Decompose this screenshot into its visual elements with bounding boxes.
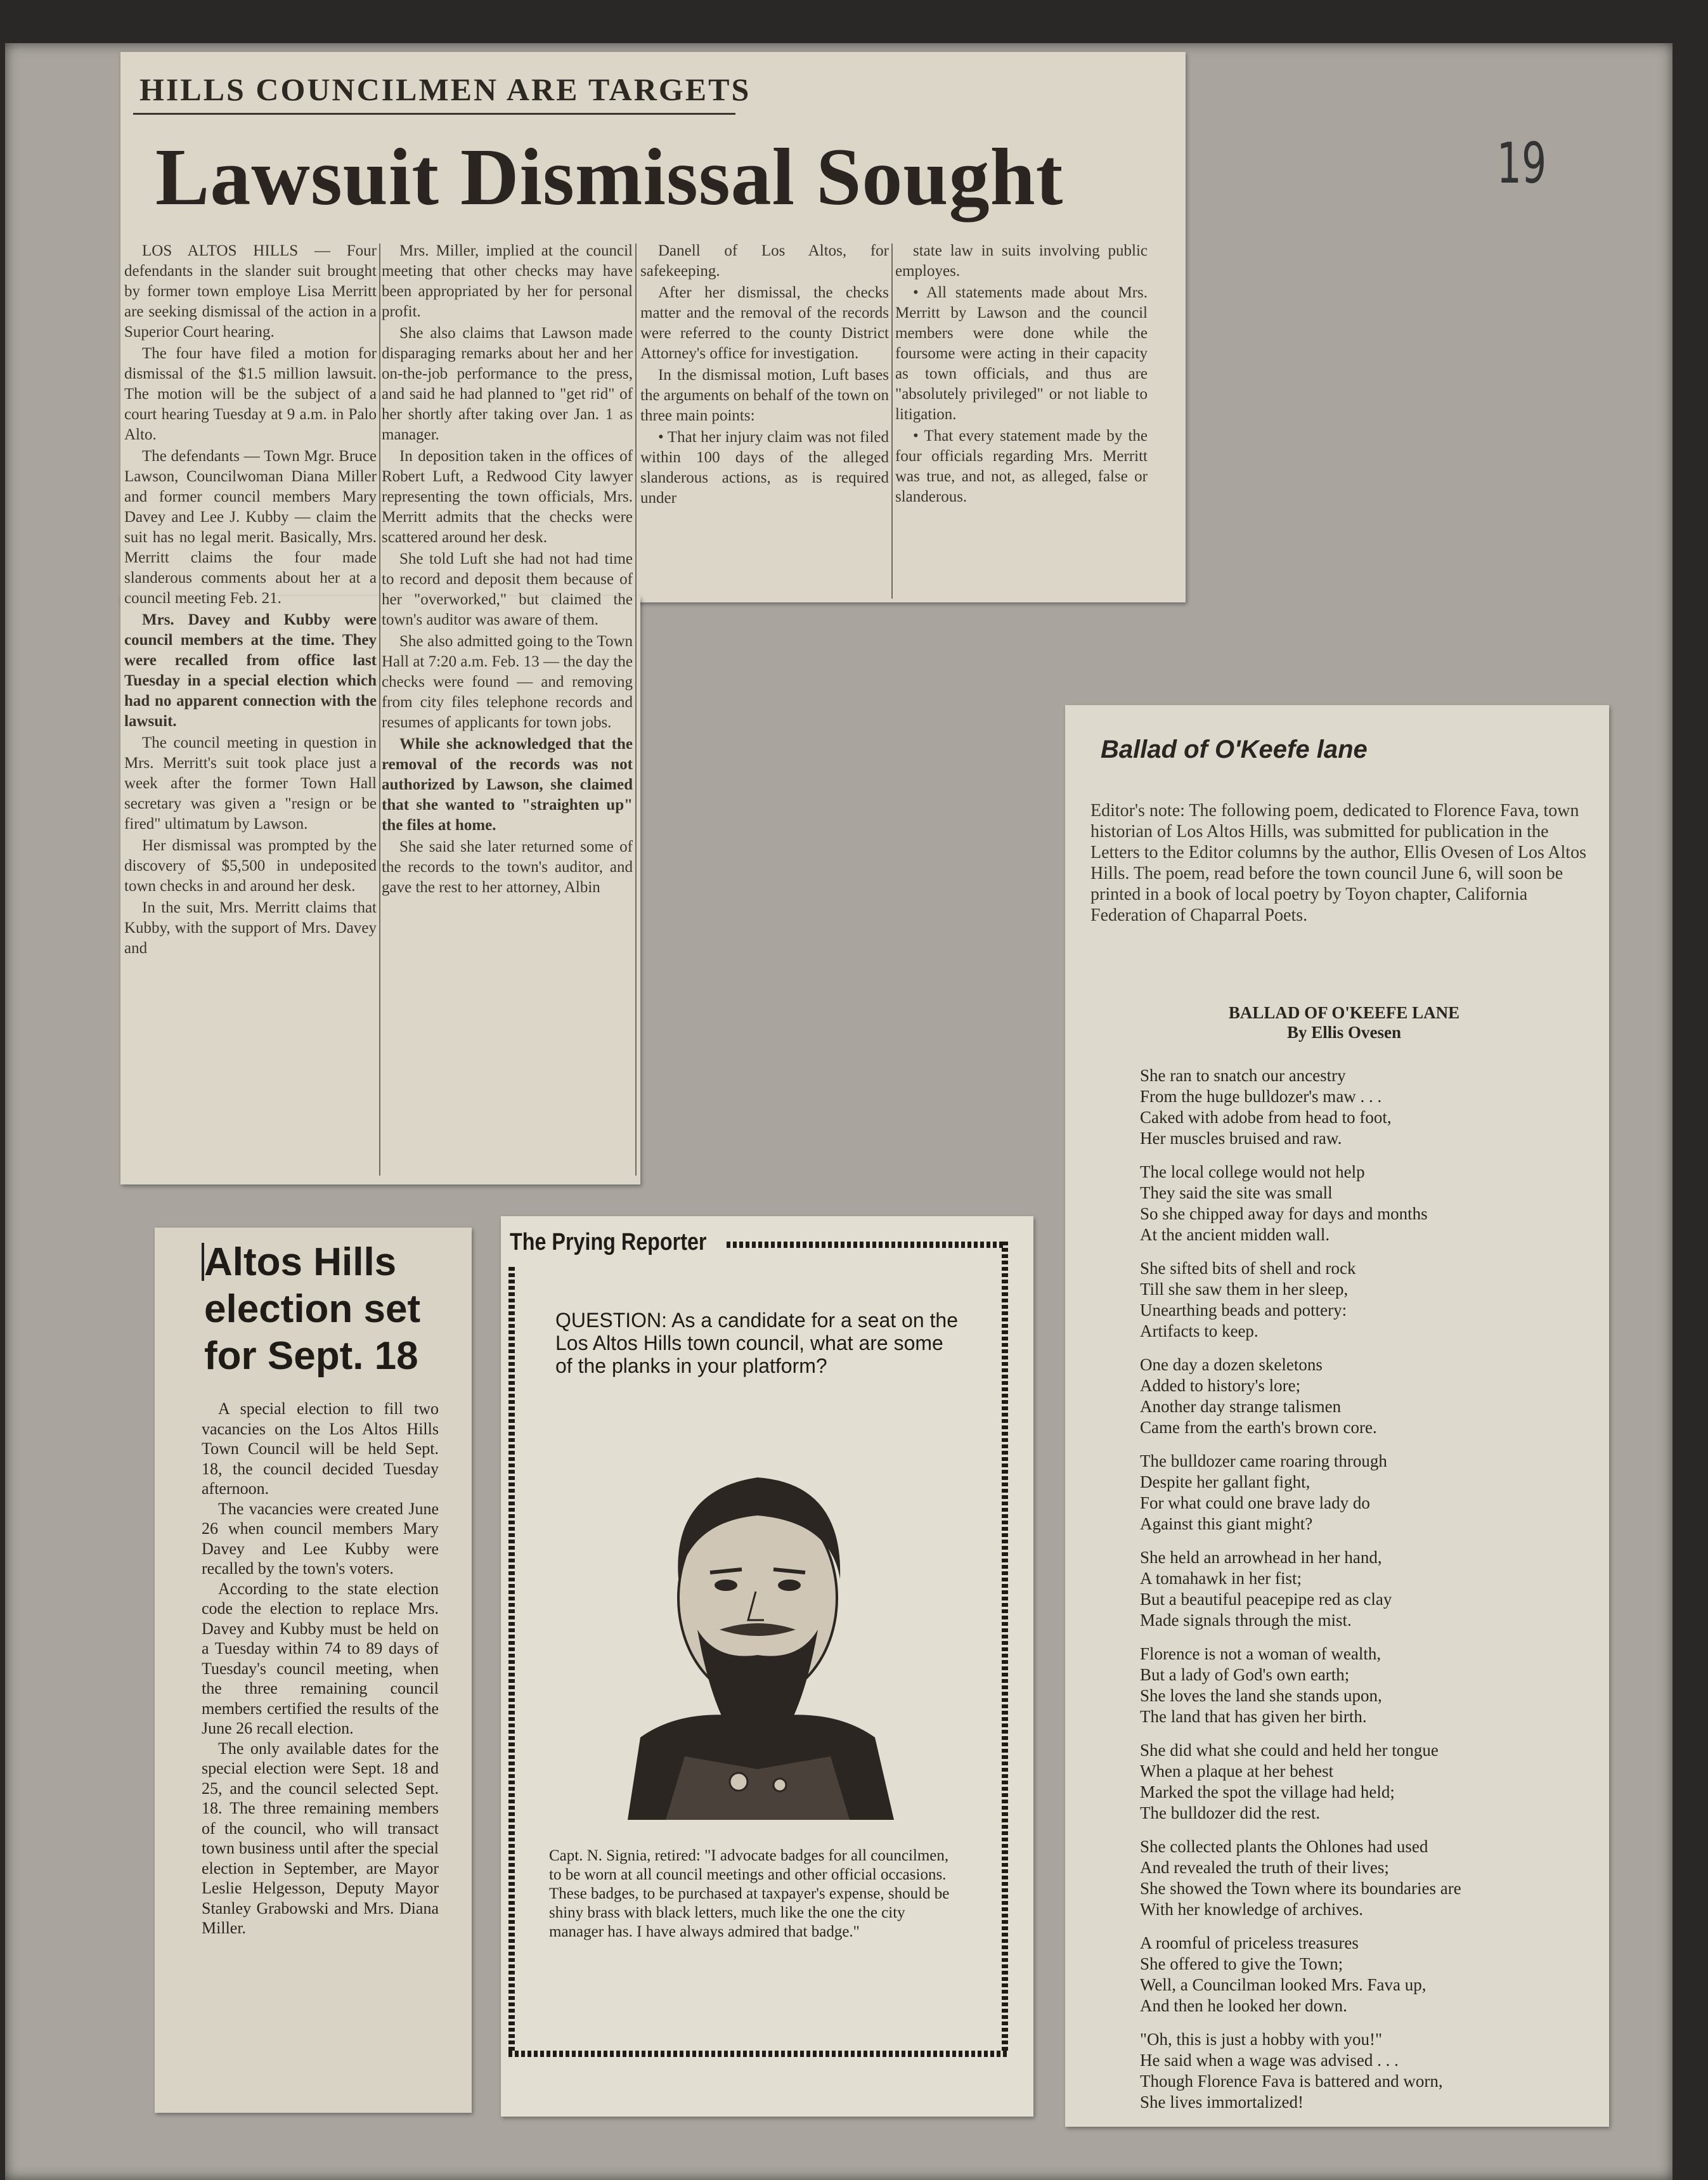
lawsuit-kicker: HILLS COUNCILMEN ARE TARGETS [139,72,751,107]
prying-reporter-title: The Prying Reporter [510,1229,707,1255]
poem-stanza: One day a dozen skeletons Added to history's lore; Another day strange talismen Came from the earth's brown core. [1140,1355,1377,1437]
ballad-title: Ballad of O'Keefe lane [1101,736,1368,763]
poem-stanza: Florence is not a woman of wealth, But a lady of God's own earth; She loves the land she stands upon, The land that has given her birth. [1140,1644,1382,1726]
poem-body [1140,1065,1584,2125]
election-paragraph: The only available dates for the special election were Sept. 18 and 25, and the council selected Sept. 18. The three remaining members of the council, who will transact town business until after the special election in September, are Mayor Leslie Helgesson, Deputy Mayor Stanley Grabowski and Mrs. Diana Miller. [202,1739,439,1937]
page-number: 19 [1496,131,1547,196]
poem-stanza: She ran to snatch our ancestry From the huge bulldozer's maw . . . Caked with adobe from head to foot, Her muscles bruised and raw. [1140,1066,1392,1148]
election-headline-line: Altos Hills [204,1240,397,1284]
article-paragraph: In deposition taken in the offices of Robert Luft, a Redwood City lawyer representing the town officials, Mrs. Merritt admits that the checks were scattered around her desk. [382,448,633,546]
border-left [508,1267,515,2053]
poem-stanza: She sifted bits of shell and rock Till she saw them in her sleep, Unearthing beads and pottery: Artifacts to keep. [1140,1259,1356,1340]
article-paragraph: After her dismissal, the checks matter and the removal of the records were referred to the county District Attorney's office for investigation. [640,284,889,362]
article-paragraph: LOS ALTOS HILLS — Four defendants in the slander suit brought by former town employe Lisa Merritt are seeking dismissal of the action in a Superior Court hearing. [124,242,377,341]
article-paragraph: The defendants — Town Mgr. Bruce Lawson, Councilwoman Diana Miller and former council members Mary Davey and Lee J. Kubby — claim the suit has no legal merit. Basically, Mrs. Merritt claims the four made slanderous comments about her at a council meeting Feb. 21. [124,448,377,607]
election-headline-line: for Sept. 18 [204,1334,418,1378]
election-paragraph: A special election to fill two vacancies on the Los Altos Hills Town Council will be held Sept. 18, the council decided Tuesday afternoon. [202,1399,439,1498]
lawsuit-column-1 [124,241,377,960]
article-paragraph: • That her injury claim was not filed within 100 days of the alleged slanderous actions, as is required under [640,429,889,507]
column-rule [379,243,380,1176]
kicker-rule [133,113,735,115]
portrait-engraving [590,1439,926,1820]
poem-stanza: She did what she could and held her tongue When a plaque at her behest Marked the spot the village had held; The bulldozer did the rest. [1140,1741,1439,1822]
election-paragraph: According to the state election code the election to replace Mrs. Davey and Kubby must be held on a Tuesday within 74 to 89 days of Tuesday's council meeting, when the three remaining council members certified the results of the June 26 recall election. [202,1579,439,1737]
border-top [727,1242,1006,1248]
article-paragraph: She also admitted going to the Town Hall at 7:20 a.m. Feb. 13 — the day the checks were found — and removing from city files telephone records and resumes of applicants for town jobs. [382,633,633,731]
article-paragraph: Her dismissal was prompted by the discovery of $5,500 in undeposited town checks in and around her desk. [124,837,377,895]
article-paragraph: The four have filed a motion for dismissal of the $1.5 million lawsuit. The motion will be the subject of a court hearing Tuesday at 9 a.m. in Palo Alto. [124,345,377,443]
poem-stanza: A roomful of priceless treasures She offered to give the Town; Well, a Councilman looked Mrs. Fava up, And then he looked her down. [1140,1933,1427,2015]
lawsuit-headline: Lawsuit Dismissal Sought [155,132,1064,222]
editor-note: Editor's note: The following poem, dedicated to Florence Fava, town historian of Los Altos Hills, was submitted for publication in the Letters to the Editor columns by the author, Ellis Ovesen of Los Altos Hills. The poem, read before the town council June 6, will soon be printed in a book of local poetry by Toyon chapter, California Federation of Chaparral Poets. [1090,801,1586,925]
poem-stanza: The bulldozer came roaring through Despite her gallant fight, For what could one brave lady do Against this giant might? [1140,1451,1387,1533]
article-paragraph: • All statements made about Mrs. Merritt by Lawson and the council members were done while the foursome were acting in their capacity as town officials, and thus are "absolutely privileged" or not liable to litigation. [895,284,1148,423]
article-paragraph: The council meeting in question in Mrs. Merritt's suit took place just a week after the former Town Hall secretary was given a "resign or be fired" ultimatum by Lawson. [124,734,377,833]
poem-heading: BALLAD OF O'KEEFE LANE [1228,1003,1460,1022]
article-paragraph: In the suit, Mrs. Merritt claims that Kubby, with the support of Mrs. Davey and [124,899,377,957]
article-paragraph: • That every statement made by the four officials regarding Mrs. Merritt was true, and not, as alleged, false or slanderous. [895,427,1148,505]
election-body [202,1399,439,1938]
election-headline [204,1239,470,1380]
article-paragraph: Danell of Los Altos, for safekeeping. [640,242,889,280]
poem-stanza: She held an arrowhead in her hand, A tomahawk in her fist; But a beautiful peacepipe red as clay Made signals through the mist. [1140,1548,1392,1630]
article-paragraph: Mrs. Miller, implied at the council meeting that other checks may have been appropriated by her for personal profit. [382,242,633,320]
border-bottom [508,2051,1008,2057]
article-paragraph: While she acknowledged that the removal of the records was not authorized by Lawson, she claimed that she wanted to "straighten up" the files at home. [382,736,633,834]
lawsuit-column-4 [895,241,1148,509]
poem-byline: By Ellis Ovesen [1286,1023,1402,1042]
poem-stanza: "Oh, this is just a hobby with you!" He said when a wage was advised . . . Though Florence Fava is battered and worn, She lives immortalized! [1140,2030,1443,2112]
article-paragraph: state law in suits involving public employes. [895,242,1148,280]
lawsuit-column-3 [640,241,889,510]
article-paragraph: She also claims that Lawson made disparaging remarks about her and her on-the-job performance to the press, and said he had planned to "get rid" of her shortly after taking over Jan. 1 as manager. [382,325,633,443]
article-paragraph: Mrs. Davey and Kubby were council members at the time. They were recalled from office last Tuesday in a special election which had no apparent connection with the lawsuit. [124,611,377,730]
article-paragraph: She said she later returned some of the records to the town's auditor, and gave the rest to her attorney, Albin [382,838,633,896]
border-right [1002,1242,1008,2053]
article-paragraph: She told Luft she had not had time to record and deposit them because of her "overworked," but claimed the town's auditor was aware of them. [382,550,633,628]
reporter-question: QUESTION: As a candidate for a seat on the Los Altos Hills town council, what are some of the planks in your platform? [555,1309,958,1377]
poem-title [1090,1003,1598,1042]
column-rule [891,243,893,599]
column-rule [635,243,637,1176]
lawsuit-column-2 [382,241,633,899]
poem-stanza: The local college would not help They said the site was small So she chipped away for days and months At the ancient midden wall. [1140,1162,1428,1244]
article-paragraph: In the dismissal motion, Luft bases the arguments on behalf of the town on three main points: [640,367,889,424]
election-headline-line: election set [204,1287,421,1331]
election-paragraph: The vacancies were created June 26 when council members Mary Davey and Lee Kubby were recalled by the town's voters. [202,1499,439,1578]
poem-stanza: She collected plants the Ohlones had used And revealed the truth of their lives; She showed the Town where its boundaries are With her knowledge of archives. [1140,1837,1461,1919]
reporter-answer: Capt. N. Signia, retired: "I advocate badges for all councilmen, to be worn at all council meetings and other official occasions. These badges, to be purchased at taxpayer's expense, should be shiny brass with black letters, much like the one the city manager has. I have always admired that badge." [549,1847,950,1940]
